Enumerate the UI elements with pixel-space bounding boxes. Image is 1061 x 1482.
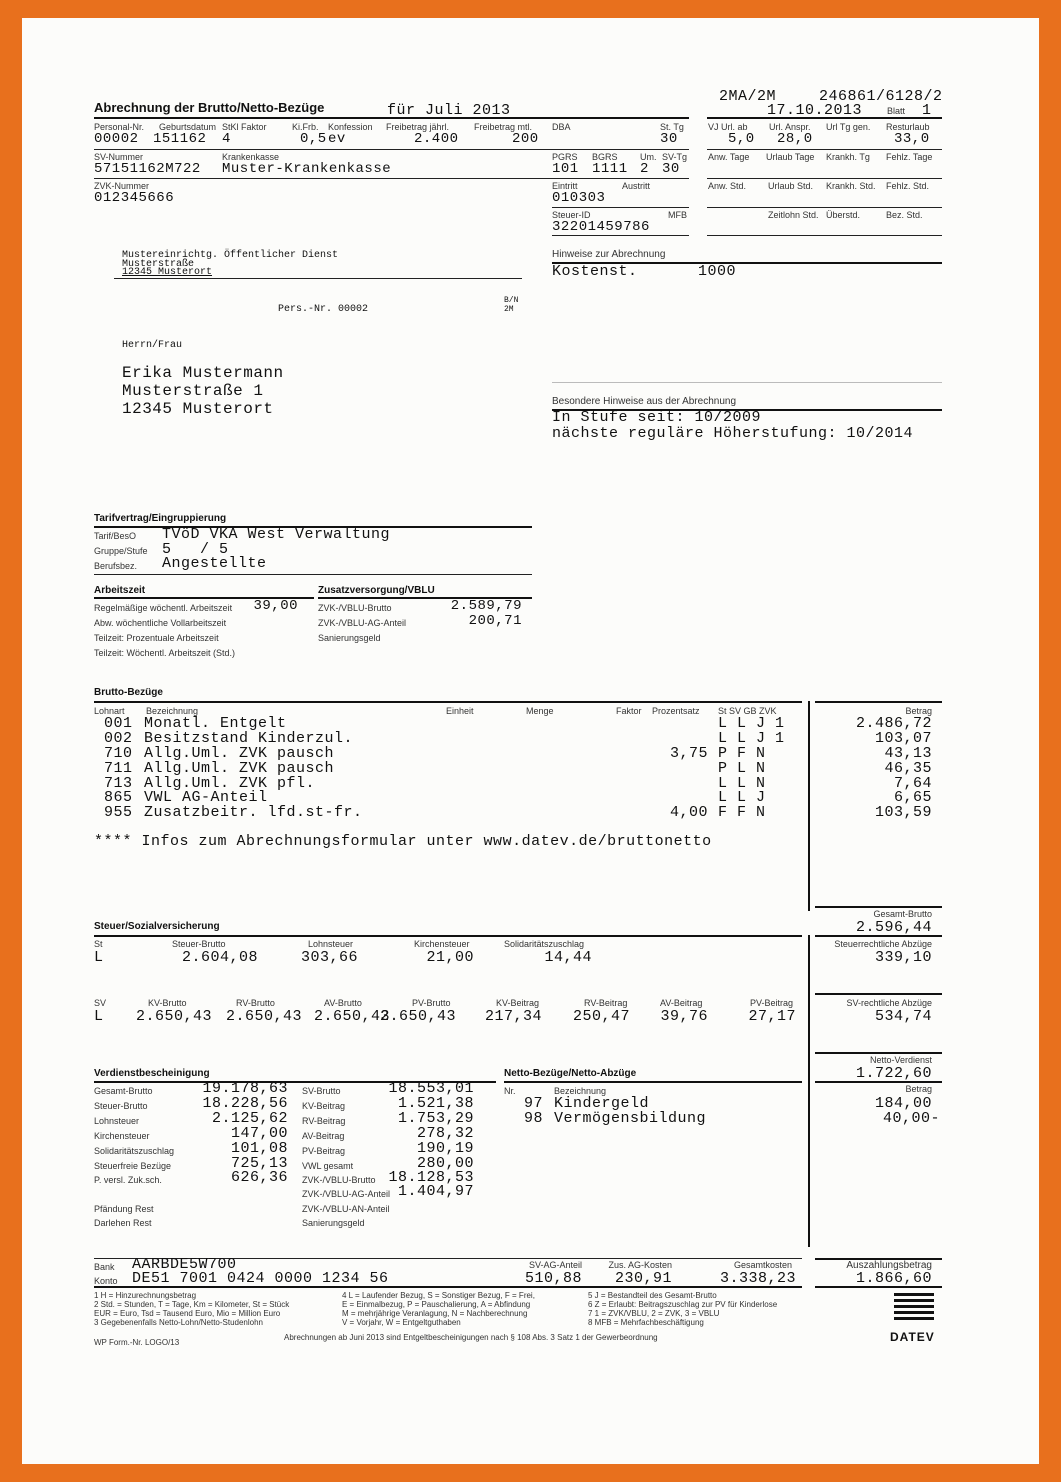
blatt-value: 1 [922,102,932,119]
col-menge: Menge [526,706,554,716]
konto-label: Konto [94,1276,118,1286]
steuer-id-label: Steuer-ID [552,210,591,220]
pv-brutto: 2.650,43 [379,1008,456,1025]
datev-logo-icon [894,1293,934,1327]
vb-label: Pfändung Rest [94,1204,154,1214]
sv-col-rv-brutto: RV-Brutto [236,998,275,1008]
netto-heading: Netto-Bezüge/Netto-Abzüge [504,1068,637,1079]
netto-row-bez: Vermögensbildung [554,1110,707,1127]
netto-row-bez: Kindergeld [554,1095,650,1112]
legal-note: Abrechnungen ab Juni 2013 sind Entgeltbescheinigungen nach § 108 Abs. 3 Satz 1 der Gewerbeordnung [284,1333,658,1342]
konfession-label: Konfession [328,122,373,132]
sv-col-av-beitrag: AV-Beitrag [660,998,703,1008]
sv-tg: 30 [662,161,680,177]
vb-value: 2.125,62 [211,1110,288,1127]
col-betrag: Betrag [905,706,932,716]
eintritt: 010303 [552,190,606,206]
stkl-label: StKl Faktor [222,122,267,132]
vb-value: 278,32 [416,1125,474,1142]
brutto-row-betrag: 6,65 [893,789,932,806]
footnote: V = Vorjahr, W = Entgeltguthaben [342,1318,461,1327]
vb-value: 18.553,01 [388,1080,474,1097]
auszahlung-value: 1.866,60 [855,1270,932,1287]
arbeitszeit-label-4: Teilzeit: Wöchentl. Arbeitszeit (Std.) [94,648,236,658]
vb-label: RV-Beitrag [302,1116,346,1126]
kirchensteuer: 21,00 [426,949,474,966]
gesamt-brutto-label: Gesamt-Brutto [873,909,932,919]
vb-label: ZVK-/VBLU-AG-Anteil [302,1189,391,1199]
pers-nr: Pers.-Nr. 00002 [278,304,369,315]
zvk-nummer: 012345666 [94,190,175,206]
steuer-col-lohnsteuer: Lohnsteuer [308,939,354,949]
period: für Juli 2013 [387,102,511,119]
footnote: EUR = Euro, Tsd = Tausend Euro, Mio = Million Euro [94,1309,281,1318]
verdienst-heading: Verdienstbescheinigung [94,1068,210,1079]
brutto-row-flags: L L N [718,775,766,792]
footnote: 3 Gegebenenfalls Netto-Lohn/Netto-Studenlohn [94,1318,264,1327]
vb-value: 18.128,53 [388,1169,474,1186]
vj-url-label: VJ Url. ab [708,122,748,132]
netto-verdienst-label: Netto-Verdienst [869,1055,932,1065]
pgrs: 101 [552,161,579,177]
brutto-row-betrag: 46,35 [884,760,932,777]
brutto-row-bez: Allg.Uml. ZVK pfl. [144,775,316,792]
gesamt-brutto-value: 2.596,44 [855,919,932,936]
freibetrag-mtl: 200 [512,131,539,147]
brutto-row-bez: Monatl. Entgelt [144,715,287,732]
sv-ag-value: 510,88 [524,1270,582,1287]
kifrb: 0,5 [300,131,327,147]
lohnsteuer: 303,66 [300,949,358,966]
zusatz-value-1: 2.589,79 [450,598,522,614]
arbeitszeit-heading: Arbeitszeit [94,585,146,596]
col-faktor: Faktor [616,706,642,716]
steuer-id: 32201459786 [552,219,650,235]
url-anspr: 28,0 [777,131,813,147]
gruppe-value: 5 / 5 [162,541,229,558]
vb-label: SV-Brutto [302,1086,341,1096]
vb-label: Darlehen Rest [94,1218,152,1228]
steuer-col-brutto: Steuer-Brutto [172,939,226,949]
steuer-abzuege-label: Steuerrechtliche Abzüge [834,939,932,949]
col-bezeichnung: Bezeichnung [146,706,199,716]
fehlz-tage-label: Fehlz. Tage [886,152,933,162]
bez-std-label: Bez. Std. [886,210,923,220]
sv-col-kv-beitrag: KV-Beitrag [496,998,540,1008]
bgrs-label: BGRS [592,152,618,162]
netto-row-nr: 97 [524,1095,544,1112]
zusatz-heading: Zusatzversorgung/VBLU [318,585,435,596]
austritt-label: Austritt [622,181,651,191]
vb-value: 19.178,63 [202,1080,288,1097]
fehlz-std-label: Fehlz. Std. [886,181,930,191]
vb-value: 101,08 [230,1140,288,1157]
code-bottom: 2M [504,305,514,314]
datev-logo-text: DATEV [890,1330,935,1344]
geburtsdatum: 151162 [153,131,207,147]
vb-value: 725,13 [230,1155,288,1172]
sv-abzuege-value: 534,74 [874,1008,932,1025]
vb-label: PV-Beitrag [302,1146,346,1156]
brutto-row-la: 713 [104,775,133,792]
av-beitrag: 39,76 [660,1008,708,1025]
arbeitszeit-label-3: Teilzeit: Prozentuale Arbeitszeit [94,633,219,643]
urlaub-std-label: Urlaub Std. [768,181,814,191]
brutto-row-bez: Allg.Uml. ZVK pausch [144,760,335,777]
vj-url: 5,0 [728,131,755,147]
brutto-row-flags: L L J 1 [718,730,785,747]
soli: 14,44 [544,949,592,966]
steuer-col-soli: Solidaritätszuschlag [504,939,585,949]
brutto-row-flags: L L J [718,789,766,806]
tarif-label: Tarif/BesO [94,531,137,541]
krankh-std-label: Krankh. Std. [826,181,876,191]
header-date: 17.10.2013 [767,102,863,119]
netto-verdienst-value: 1.722,60 [855,1065,932,1082]
auszahlung-label: Auszahlungsbetrag [846,1260,932,1271]
vb-value: 147,00 [230,1125,288,1142]
steuer-st: L [94,949,104,966]
netto-bez-label: Bezeichnung [554,1086,607,1096]
zus-ag-label: Zus. AG-Kosten [608,1260,672,1270]
zusatz-label-3: Sanierungsgeld [318,633,381,643]
footnote: 1 H = Hinzurechnungsbetrag [94,1291,197,1300]
dba-label: DBA [552,122,571,132]
kifrb-label: Ki.Frb. [292,122,319,132]
krankh-tg-label: Krankh. Tg [826,152,870,162]
urlaub-tage-label: Urlaub Tage [766,152,815,162]
header-ref: 246861/6128/2 [819,88,943,105]
url-anspr-label: Url. Anspr. [769,122,811,132]
steuer-col-kirchensteuer: Kirchensteuer [414,939,470,949]
brutto-row-bez: VWL AG-Anteil [144,789,268,806]
col-flags: St SV GB ZVK [718,706,777,716]
arbeitszeit-label-1: Regelmäßige wöchentl. Arbeitszeit [94,603,233,613]
kostenstelle-key: Kostenst. [552,263,638,280]
footnote: 8 MFB = Mehrfachbeschäftigung [588,1318,704,1327]
sv-col-pv-beitrag: PV-Beitrag [750,998,794,1008]
brutto-row-betrag: 7,64 [893,775,932,792]
info-line: **** Infos zum Abrechnungsformular unter www.datev.de/bruttonetto [94,833,712,850]
vb-label: Gesamt-Brutto [94,1086,153,1096]
personal-nr-label: Personal-Nr. [94,122,145,132]
recipient-street: Musterstraße 1 [122,382,264,400]
recipient-city: 12345 Musterort [122,400,274,418]
steuertage: 30 [660,131,678,147]
brutto-row-betrag: 103,59 [874,804,932,821]
freibetrag-jaehrl: 2.400 [414,131,459,147]
col-prozentsatz: Prozentsatz [652,706,700,716]
beruf-label: Berufsbez. [94,561,138,571]
col-lohnart: Lohnart [94,706,125,716]
sv-col-av-brutto: AV-Brutto [324,998,362,1008]
sender-line2: Musterstraße [122,259,195,270]
steuer-col-st: St [94,939,103,949]
steuertage-label: St. Tg [660,122,684,132]
code-top: B/N [504,296,519,305]
brutto-row-betrag: 2.486,72 [855,715,932,732]
sv-col-sv: SV [94,998,107,1008]
besondere-line2: nächste reguläre Höherstufung: 10/2014 [552,425,914,442]
sv-tg-label: SV-Tg [662,152,688,162]
netto-row-betrag: 40,00- [882,1110,940,1127]
netto-row-nr: 98 [524,1110,544,1127]
sv-ag-label: SV-AG-Anteil [528,1260,582,1270]
gesamtkosten-label: Gesamtkosten [733,1260,792,1270]
steuer-heading: Steuer/Sozialversicherung [94,921,220,932]
vb-label: ZVK-/VBLU-AN-Anteil [302,1204,390,1214]
pv-beitrag: 27,17 [748,1008,796,1025]
document-title: Abrechnung der Brutto/Netto-Bezüge [94,100,325,115]
brutto-row-bez: Allg.Uml. ZVK pausch [144,745,335,762]
kostenstelle-value: 1000 [698,263,737,280]
salutation: Herrn/Frau [122,340,183,351]
vb-value: 1.404,97 [397,1183,474,1200]
beruf-value: Angestellte [162,555,267,572]
tarif-heading: Tarifvertrag/Eingruppierung [94,513,227,524]
vb-value: 1.521,38 [397,1095,474,1112]
steuer-brutto: 2.604,08 [181,949,258,966]
bgrs: 1111 [592,161,628,177]
form-number: WP Form.-Nr. LOGO/13 [94,1338,180,1347]
brutto-row-flags: P F N [718,745,766,762]
gruppe-label: Gruppe/Stufe [94,546,148,556]
freibetrag-jaehrl-label: Freibetrag jährl. [386,122,450,132]
stkl: 4 [222,131,231,147]
header-code: 2MA/2M [719,88,777,105]
sv-nummer-label: SV-Nummer [94,152,144,162]
brutto-row-betrag: 43,13 [884,745,932,762]
sv-col-kv-brutto: KV-Brutto [148,998,187,1008]
steuer-abzuege-value: 339,10 [874,949,932,966]
brutto-row-betrag: 103,07 [874,730,932,747]
kv-brutto: 2.650,43 [135,1008,212,1025]
konfession: ev [328,131,346,147]
brutto-row-la: 955 [104,804,133,821]
kv-beitrag: 217,34 [484,1008,542,1025]
rv-brutto: 2.650,43 [225,1008,302,1025]
brutto-row-la: 002 [104,730,133,747]
vb-label: Sanierungsgeld [302,1218,365,1228]
pgrs-label: PGRS [552,152,578,162]
footnote: 4 L = Laufender Bezug, S = Sonstiger Bezug, F = Frei, [342,1291,535,1300]
vb-label: Solidaritätszuschlag [94,1146,175,1156]
zusatz-value-2: 200,71 [468,613,522,629]
blatt-label: Blatt [887,106,906,116]
brutto-row-bez: Zusatzbeitr. lfd.st-fr. [144,804,363,821]
footnote: 2 Std. = Stunden, T = Tage, Km = Kilometer, St = Stück [94,1300,290,1309]
besondere-line1: In Stufe seit: 10/2009 [552,409,762,426]
vb-label: P. versl. Zuk.sch. [94,1175,162,1185]
footnote: M = mehrjährige Veranlagung, N = Nachberechnung [342,1309,528,1318]
gesamtkosten-value: 3.338,23 [719,1270,796,1287]
vb-label: AV-Beitrag [302,1131,345,1141]
zus-ag-value: 230,91 [614,1270,672,1287]
brutto-row-la: 710 [104,745,133,762]
brutto-row-la: 865 [104,789,133,806]
footnote: 6 Z = Erlaubt: Beitragszuschlag zur PV für Kinderlose [588,1300,778,1309]
brutto-row-pct: 3,75 [669,745,708,762]
konto-value: DE51 7001 0424 0000 1234 56 [132,1270,389,1287]
payslip-sheet [22,18,1039,1464]
sv-nummer: 57151162M722 [94,161,201,177]
footnote: E = Einmalbezug, P = Pauschalierung, A = Abfindung [342,1300,531,1309]
uberstd-label: Überstd. [826,210,861,220]
footnote: 5 J = Bestandteil des Gesamt-Brutto [588,1291,717,1300]
sender-line3: 12345 Musterort [122,267,213,278]
um: 2 [640,161,649,177]
sv-sv: L [94,1008,104,1025]
vb-value: 190,19 [416,1140,474,1157]
eintritt-label: Eintritt [552,181,578,191]
zusatz-label-2: ZVK-/VBLU-AG-Anteil [318,618,407,628]
vb-value: 18.228,56 [202,1095,288,1112]
brutto-row-pct: 4,00 [669,804,708,821]
resturlaub: 33,0 [894,131,930,147]
brutto-row-bez: Besitzstand Kinderzul. [144,730,354,747]
zusatz-label-1: ZVK-/VBLU-Brutto [318,603,392,613]
brutto-heading: Brutto-Bezüge [94,687,163,698]
mfb-label: MFB [668,210,687,220]
sv-col-pv-brutto: PV-Brutto [412,998,451,1008]
tarif-value: TVöD VKA West Verwaltung [162,526,391,543]
col-einheit: Einheit [446,706,474,716]
brutto-row-la: 001 [104,715,133,732]
brutto-row-flags: P L N [718,760,766,777]
url-tg-gen-label: Url Tg gen. [826,122,871,132]
arbeitszeit-value-1: 39,00 [253,598,298,614]
vb-label: KV-Beitrag [302,1101,346,1111]
vb-value: 280,00 [416,1155,474,1172]
sv-col-rv-beitrag: RV-Beitrag [584,998,628,1008]
zvk-nummer-label: ZVK-Nummer [94,181,150,191]
netto-row-betrag: 184,00 [874,1095,932,1112]
personal-nr: 00002 [94,131,139,147]
vb-value: 626,36 [230,1169,288,1186]
netto-nr-label: Nr. [504,1086,516,1096]
freibetrag-mtl-label: Freibetrag mtl. [474,122,533,132]
besondere-label: Besondere Hinweise aus der Abrechnung [552,396,737,407]
krankenkasse: Muster-Krankenkasse [222,161,392,177]
vb-value: 1.753,29 [397,1110,474,1127]
arbeitszeit-label-2: Abw. wöchentliche Vollarbeitszeit [94,618,227,628]
av-brutto: 2.650,43 [313,1008,390,1025]
vb-label: Kirchensteuer [94,1131,150,1141]
sv-abzuege-label: SV-rechtliche Abzüge [846,998,932,1008]
um-label: Um. [640,152,657,162]
brutto-row-la: 711 [104,760,133,777]
bank-label: Bank [94,1262,115,1272]
vb-label: ZVK-/VBLU-Brutto [302,1175,376,1185]
brutto-row-flags: L L J 1 [718,715,785,732]
footnote: 7 1 = ZVK/VBLU, 2 = ZVK, 3 = VBLU [588,1309,720,1318]
vb-label: Steuer-Brutto [94,1101,148,1111]
geburtsdatum-label: Geburtsdatum [159,122,217,132]
anw-tage-label: Anw. Tage [708,152,750,162]
brutto-row-flags: F F N [718,804,766,821]
recipient-name: Erika Mustermann [122,364,284,382]
vb-label: VWL gesamt [302,1161,354,1171]
vb-label: Lohnsteuer [94,1116,140,1126]
bank-value: AARBDE5W700 [132,1256,237,1273]
sender-line1: Mustereinrichtg. Öffentlicher Dienst [122,250,339,261]
netto-betrag-label: Betrag [905,1084,932,1094]
vb-label: Steuerfreie Bezüge [94,1161,172,1171]
anw-std-label: Anw. Std. [708,181,747,191]
krankenkasse-label: Krankenkasse [222,152,280,162]
hinweise-label: Hinweise zur Abrechnung [552,249,666,260]
zeitlohn-std-label: Zeitlohn Std. [768,210,819,220]
resturlaub-label: Resturlaub [886,122,930,132]
rv-beitrag: 250,47 [572,1008,630,1025]
